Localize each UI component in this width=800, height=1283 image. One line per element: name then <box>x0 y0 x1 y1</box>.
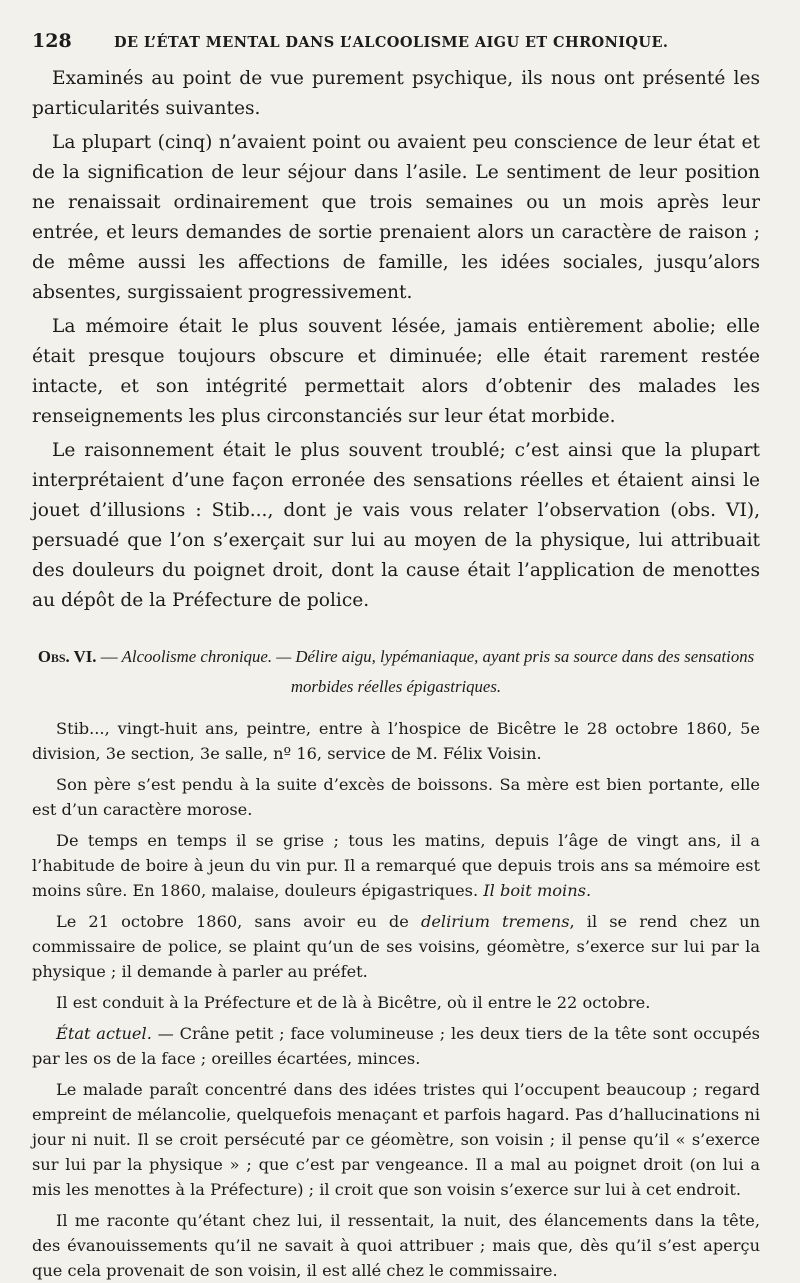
case-paragraph <box>32 828 760 903</box>
running-head <box>32 30 760 60</box>
case-italic: État actuel. <box>56 1024 152 1043</box>
case-paragraph <box>32 1021 760 1071</box>
page-number: 128 <box>32 30 72 52</box>
observation-heading <box>32 642 760 702</box>
running-title: DE L’ÉTAT MENTAL DANS L’ALCOOLISME AIGU ET CHRONIQUE. <box>114 34 669 51</box>
observation-title: Alcoolisme chronique. — Délire aigu, lypémaniaque, ayant pris sa source dans des sensations morbides réelles épigastriques. <box>121 647 755 696</box>
case-italic: Il boit moins. <box>478 881 592 900</box>
case-text: Le 21 octobre 1860, sans avoir eu de <box>56 912 421 931</box>
case-italic: delirium tremens <box>420 912 570 931</box>
case-paragraph: Le malade paraît concentré dans des idées tristes qui l’occupent beaucoup ; regard empreint de mélancolie, quelquefois menaçant et parfois hagard. Pas d’hallucinations ni jour ni nuit. Il se croit persécuté par ce géomètre, son voisin ; il pense qu’il « s’exerce sur lui par la physique » ; que c’est par vengeance. Il a mal au poignet droit (on lui a mis les menottes à la Préfecture) ; il croit que son voisin s’exerce sur lui à cet endroit. <box>32 1080 760 1199</box>
case-paragraph: Il me raconte qu’étant chez lui, il ressentait, la nuit, des élancements dans la tête, des évanouissements qu’il ne savait à quoi attribuer ; mais que, dès qu’il s’est aperçu que cela provenait de son voisin, il est allé chez le commissaire. <box>32 1211 760 1280</box>
paragraph: Le raisonnement était le plus souvent troublé; c’est ainsi que la plupart interprétaient d’une façon erronée des sensations réelles et étaient ainsi le jouet d’illusions : Stib..., dont je vais vous relater l’observation (obs. VI), persuadé que l’on s’exerçait sur lui au moyen de la physique, lui attribuait des douleurs du poignet droit, dont la cause était l’application de menottes au dépôt de la Préfecture de police. <box>32 440 760 611</box>
case-paragraph: Son père s’est pendu à la suite d’excès de boissons. Sa mère est bien portante, elle est d’un caractère morose. <box>32 775 760 819</box>
observation-number: Obs. VI. <box>37 647 97 666</box>
observation-dash: — <box>96 647 122 666</box>
case-paragraph: Stib..., vingt-huit ans, peintre, entre à l’hospice de Bicêtre le 28 octobre 1860, 5e division, 3e section, 3e salle, nº 16, service de M. Félix Voisin. <box>32 719 760 763</box>
case-text: — Crâne petit ; face volumineuse ; les deux tiers de la tête sont occupés par les os de la face ; oreilles écartées, minces. <box>32 1024 760 1068</box>
paragraph: La mémoire était le plus souvent lésée, jamais entièrement abolie; elle était presque toujours obscure et diminuée; elle était rarement restée intacte, et son intégrité permettait alors d’obtenir des malades les renseignements les plus circonstanciés sur leur état morbide. <box>32 316 760 427</box>
paragraph: Examinés au point de vue purement psychique, ils nous ont présenté les particularités suivantes. <box>32 68 760 119</box>
case-paragraph: Il est conduit à la Préfecture et de là à Bicêtre, où il entre le 22 octobre. <box>56 993 651 1012</box>
case-text: De temps en temps il se grise ; tous les matins, depuis l’âge de vingt ans, il a l’habitude de boire à jeun du vin pur. Il a remarqué que depuis trois ans sa mémoire est moins sûre. En 1860, malaise, douleurs épigastriques. <box>32 831 760 900</box>
case-text: , il se rend chez un commissaire de police, se plaint qu’un de ses voisins, géomètre, s’exerce sur lui par la physique ; il demande à parler au préfet. <box>32 912 760 981</box>
case-paragraph <box>32 909 760 984</box>
paragraph: La plupart (cinq) n’avaient point ou avaient peu conscience de leur état et de la signification de leur séjour dans l’asile. Le sentiment de leur position ne renaissait ordinairement que trois semaines ou un mois après leur entrée, et leurs demandes de sortie prenaient alors un caractère de raison ; de même aussi les affections de famille, les idées sociales, jusqu’alors absentes, surgissaient progressivement. <box>32 132 760 303</box>
